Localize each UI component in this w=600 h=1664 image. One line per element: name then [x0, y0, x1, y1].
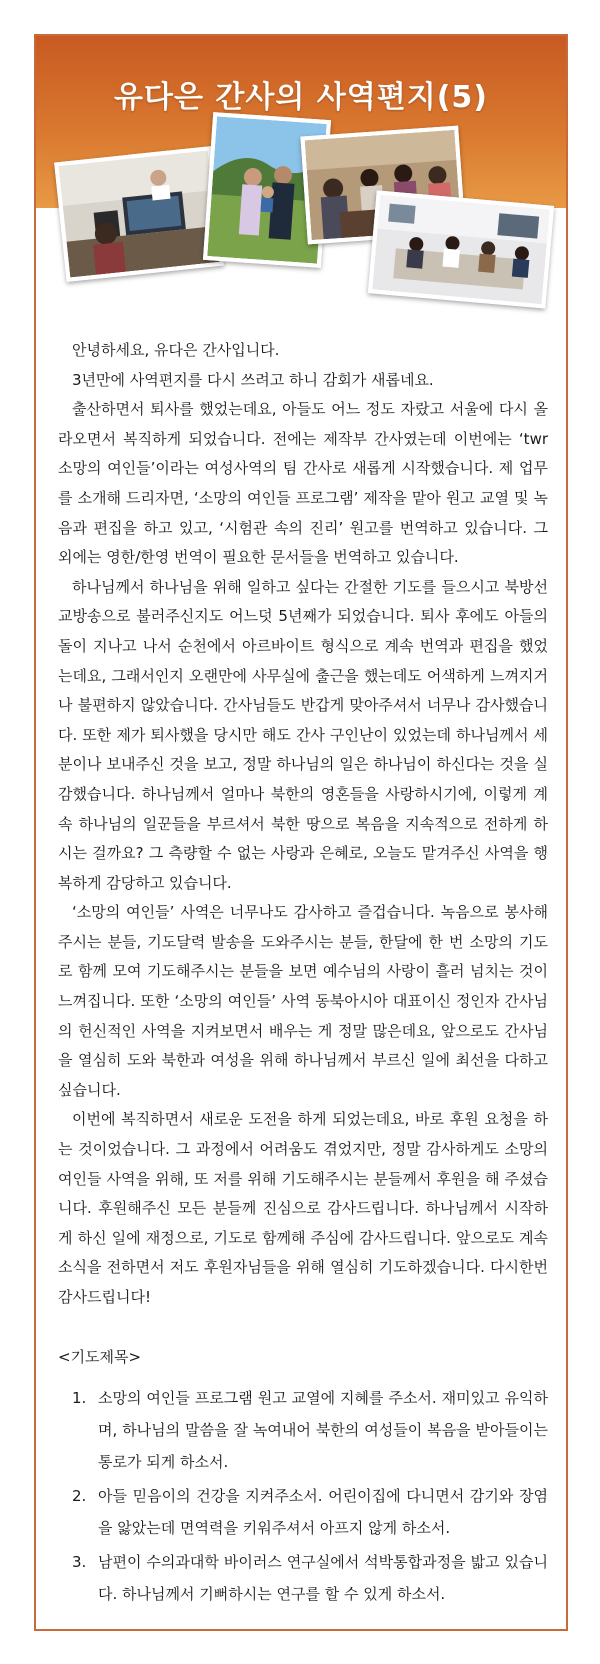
prayer-text: 남편이 수의과대학 바이러스 연구실에서 석박통합과정을 밟고 있습니다. 하나님께서 기뻐하시는 연구를 할 수 있게 하소서. — [98, 1553, 548, 1604]
studio-photo — [54, 146, 224, 282]
letter-card — [34, 34, 568, 1631]
paragraph: 하나님께서 하나님을 위해 일하고 싶다는 간절한 기도를 들으시고 북방선교방송으로 불러주신지도 어느덧 5년째가 되었습니다. 퇴사 후에도 아들의 돌이 지나고 나서 순천에서 아르바이트 형식으로 계속 번역과 편집을 했었는데요, 그래서인지 오랜만에 사무실에 출근을 했는데도 어색하게 느껴지거나 불편하지 않았습니다. 간사님들도 반갑게 맞아주셔서 너무나 감사했습니다. 또한 제가 퇴사했을 당시만 해도 간사 구인난이 있었는데 하나님께서 세 분이나 보내주신 것을 보고, 정말 하나님의 일은 하나님이 하신다는 것을 실감했습니다. 하나님께서 얼마나 북한의 영혼들을 사랑하시기에, 이렇게 계속 하나님의 일꾼들을 부르셔서 북한 땅으로 복음을 지속적으로 전하게 하시는 걸까요? 그 측량할 수 없는 사랑과 은혜로, 오늘도 맡겨주신 사역을 행복하게 감당하고 있습니다. — [58, 577, 548, 892]
paragraph: 출산하면서 퇴사를 했었는데요, 아들도 어느 정도 자랐고 서울에 다시 올라오면서 복직하게 되었습니다. 전에는 제작부 간사였는데 이번에는 ‘twr 소망의 여인들’이라는 여성사역의 팀 간사로 새롭게 시작했습니다. 제 업무를 소개해 드리자면, ‘소망의 여인들 프로그램’ 제작을 맡아 원고 교열 및 녹음과 편집을 하고 있고, ‘시험관 속의 진리’ 원고를 번역하고 있습니다. 그 외에는 영한/한영 번역이 필요한 문서들을 번역하고 있습니다. — [58, 400, 548, 567]
prayer-section-title: <기도제목> — [58, 1347, 142, 1366]
paragraph: ‘소망의 여인들’ 사역은 너무나도 감사하고 즐겁습니다. 녹음으로 봉사해주시는 분들, 기도달력 발송을 도와주시는 분들, 한달에 한 번 소망의 기도로 함께 모여 기도해주시는 분들을 보면 예수님의 사랑이 흘러 넘치는 것이 느껴집니다. 또한 ‘소망의 여인들’ 사역 동북아시아 대표이신 정인자 간사님의 헌신적인 사역을 지켜보면서 배우는 게 정말 많은데요, 앞으로도 간사님을 열심히 도와 북한과 여성을 위해 하나님께서 부르신 일에 최선을 다하고 싶습니다. — [58, 903, 548, 1099]
prayer-number: 2. — [72, 1487, 87, 1506]
paragraph: 이번에 복직하면서 새로운 도전을 하게 되었는데요, 바로 후원 요청을 하는 것이었습니다. 그 과정에서 어려움도 겪었지만, 정말 감사하게도 소망의 여인들 사역을 위해, 또 저를 위해 기도해주시는 분들께서 후원을 해 주셨습니다. 후원해주신 모든 분들께 진심으로 감사드립니다. 하나님께서 시작하게 하신 일에 재정으로, 기도로 함께해 주심에 감사드립니다. 앞으로도 계속 소식을 전하면서 저도 후원자님들을 위해 열심히 기도하겠습니다. 다시한번 감사드립니다! — [58, 1110, 548, 1306]
office-photo — [368, 190, 554, 308]
prayer-item — [58, 1546, 548, 1610]
prayer-item — [58, 1480, 548, 1544]
prayer-number: 3. — [72, 1553, 87, 1572]
prayer-number: 1. — [72, 1389, 87, 1408]
page-title: 유다은 간사의 사역편지(5) — [114, 80, 488, 115]
paragraph: 안녕하세요, 유다은 간사입니다. — [72, 341, 280, 359]
letter-body — [58, 336, 548, 1612]
prayer-list — [58, 1382, 548, 1610]
prayer-item — [58, 1382, 548, 1478]
paragraph: 3년만에 사역편지를 다시 쓰려고 하니 감회가 새롭네요. — [72, 370, 434, 389]
prayer-text: 아들 믿음이의 건강을 지켜주소서. 어린이집에 다니면서 감기와 장염을 앓았는데 면역력을 키워주셔서 아프지 않게 하소서. — [98, 1487, 548, 1538]
prayer-text: 소망의 여인들 프로그램 원고 교열에 지혜를 주소서. 재미있고 유익하며, 하나님의 말씀을 잘 녹여내어 북한의 여성들이 복음을 받아들이는 통로가 되게 하소서. — [98, 1389, 548, 1472]
